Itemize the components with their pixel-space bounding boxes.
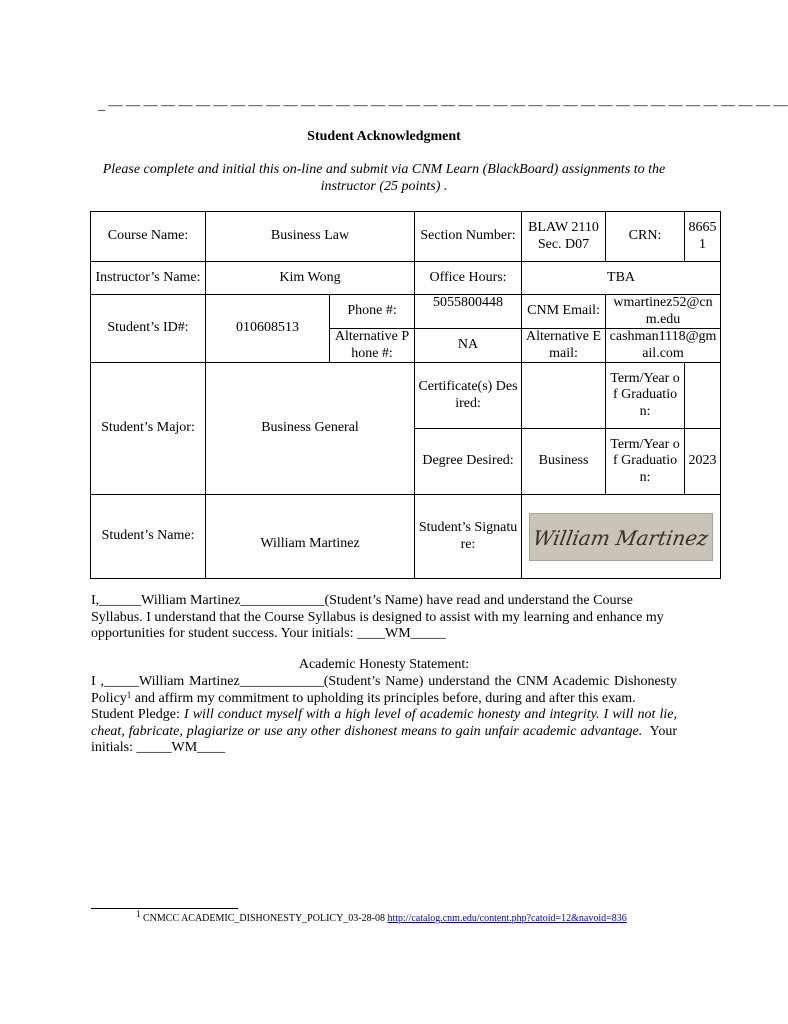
honesty-paragraph <box>91 674 681 757</box>
honesty-text-1: I ,_____William Martinez____________(Student’s Name) understand the CNM Academic Dishonesty Policy <box>91 674 677 706</box>
alt-email-value: cashman1118@gmail.com <box>606 329 721 363</box>
pledge-initials: Your initials: _____WM____ <box>91 723 681 755</box>
signature-image <box>529 513 713 561</box>
footnote <box>136 909 627 924</box>
course-name-value: Business Law <box>206 212 415 262</box>
major-value: Business General <box>206 363 415 495</box>
cnm-email-value: wmartinez52@cnm.edu <box>606 295 721 329</box>
degree-value: Business <box>522 429 606 495</box>
term-label-1: Term/Year of Graduation: <box>606 363 685 429</box>
term-label-2: Term/Year of Graduation: <box>606 429 685 495</box>
instructions-text: Please complete and initial this on-line and submit via CNM Learn (BlackBoard) assignments to the instructor (25 points) . <box>102 162 666 194</box>
degree-label: Degree Desired: <box>415 429 522 495</box>
footnote-link[interactable]: http://catalog.cnm.edu/content.php?catoid=12&navoid=836 <box>387 913 627 924</box>
honesty-title: Academic Honesty Statement: <box>298 657 470 672</box>
student-info-table <box>90 211 721 579</box>
signature-text: William Martinez <box>531 525 710 550</box>
page-title: Student Acknowledgment <box>307 129 461 144</box>
separator-line: _ — — — — — — — — — — — — — — — — — — — — — — — — — — — — — — — — — — — — — — — <box>98 98 788 113</box>
footnote-ref: 1 <box>126 689 132 700</box>
pledge-text: I will conduct myself with a high level of academic honesty and integrity. I will not lie, cheat, fabricate, plagiarize or use any other dishonest means to gain unfair academic advantage. <box>91 707 677 739</box>
alt-email-label: Alternative Email: <box>522 329 606 363</box>
footnote-divider <box>91 908 238 909</box>
phone-value: 5055800448 <box>415 295 522 329</box>
section-value: BLAW 2110 Sec. D07 <box>522 212 606 262</box>
phone-label: Phone #: <box>330 295 415 329</box>
student-name-label: Student’s Name: <box>91 495 206 579</box>
student-name-value: William Martinez <box>206 495 415 579</box>
term-value-2: 2023 <box>685 429 721 495</box>
alt-phone-value: NA <box>415 329 522 363</box>
alt-phone-label: Alternative Phone #: <box>330 329 415 363</box>
honesty-text-2: and affirm my commitment to upholding its principles before, during and after this exam. <box>131 690 636 706</box>
crn-value: 86651 <box>685 212 721 262</box>
crn-label: CRN: <box>606 212 685 262</box>
office-hours-value: TBA <box>522 262 721 295</box>
instructor-label: Instructor’s Name: <box>91 262 206 295</box>
major-label: Student’s Major: <box>91 363 206 495</box>
pledge-label: Student Pledge: <box>91 707 184 722</box>
signature-label: Student’s Signature: <box>415 495 522 579</box>
section-label: Section Number: <box>415 212 522 262</box>
term-value-1 <box>685 363 721 429</box>
cnm-email-label: CNM Email: <box>522 295 606 329</box>
student-id-value: 010608513 <box>206 295 330 363</box>
certificate-value <box>522 363 606 429</box>
footnote-number: 1 <box>136 909 141 919</box>
signature-cell <box>522 495 721 579</box>
footnote-text: CNMCC ACADEMIC_DISHONESTY_POLICY_03-28-08 <box>140 913 388 924</box>
instructor-value: Kim Wong <box>206 262 415 295</box>
student-id-label: Student’s ID#: <box>91 295 206 363</box>
course-name-label: Course Name: <box>91 212 206 262</box>
certificate-label: Certificate(s) Desired: <box>415 363 522 429</box>
office-hours-label: Office Hours: <box>415 262 522 295</box>
syllabus-paragraph: I,______William Martinez____________(Student’s Name) have read and understand the Course Syllabus. I understand that the Course Syllabus is designed to assist with my learning and enhance my opportunities for student success. Your initials: ____WM_____ <box>91 593 664 641</box>
